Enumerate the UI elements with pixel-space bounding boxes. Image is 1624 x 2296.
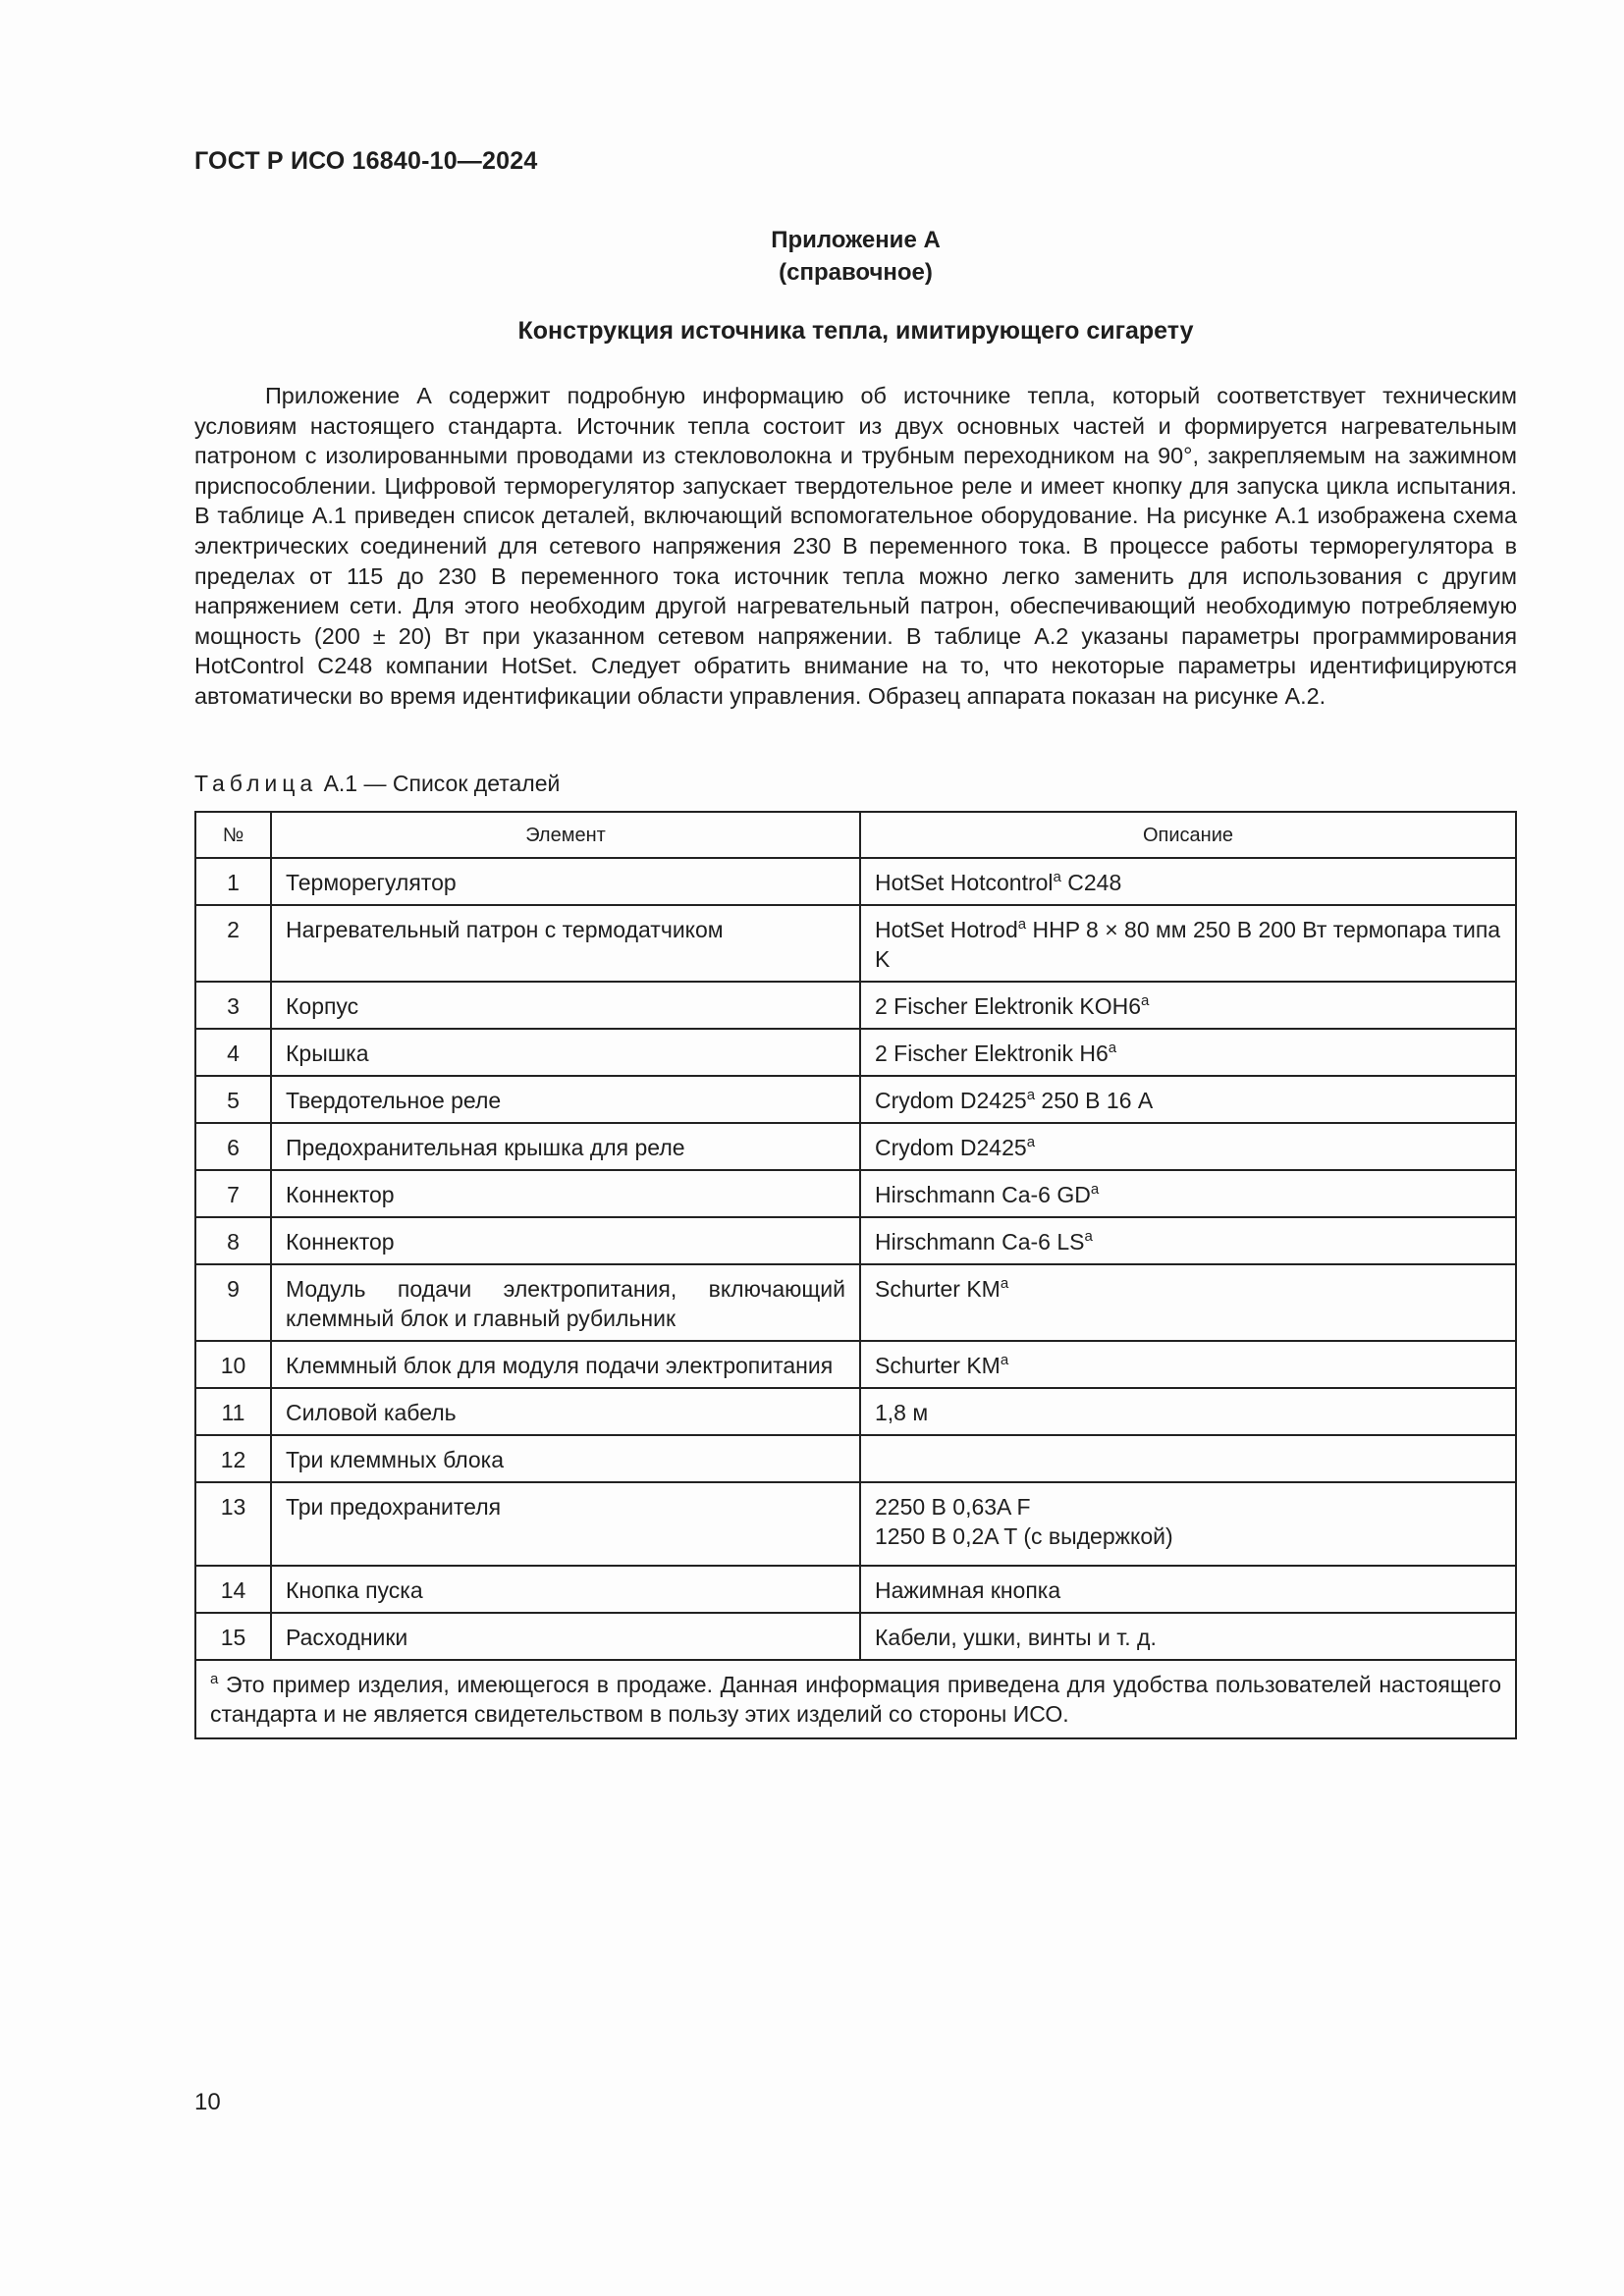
table-header-row [195, 812, 1516, 858]
row-element: Силовой кабель [271, 1388, 860, 1435]
table-row [195, 1029, 1516, 1076]
table-footnote [195, 1660, 1516, 1738]
description-text: Кабели, ушки, винты и т. д. [875, 1625, 1157, 1650]
description-text: HotSet Hotrod [875, 917, 1018, 942]
row-description [860, 1482, 1516, 1566]
description-line [875, 1274, 1501, 1304]
row-number: 1 [195, 858, 271, 905]
description-text: Hirschmann Ca-6 GD [875, 1182, 1091, 1207]
table-caption-label: Таблица [194, 771, 318, 796]
description-line [875, 991, 1501, 1021]
row-number: 9 [195, 1264, 271, 1341]
row-description [860, 1076, 1516, 1123]
description-line [875, 915, 1501, 974]
row-description [860, 1123, 1516, 1170]
table-caption [194, 771, 560, 797]
description-text: Schurter KM [875, 1276, 1001, 1302]
row-element: Модуль подачи электропитания, включающий клеммный блок и главный рубильник [271, 1264, 860, 1341]
description-text: Schurter KM [875, 1353, 1001, 1378]
row-element: Коннектор [271, 1217, 860, 1264]
row-number: 14 [195, 1566, 271, 1613]
page-number: 10 [194, 2089, 221, 2115]
row-number: 11 [195, 1388, 271, 1435]
table-body [195, 858, 1516, 1660]
description-line [875, 1398, 1501, 1427]
description-line [875, 1623, 1501, 1652]
row-element: Крышка [271, 1029, 860, 1076]
row-element: Твердотельное реле [271, 1076, 860, 1123]
footnote-row [195, 1660, 1516, 1738]
row-element: Клеммный блок для модуля подачи электропитания [271, 1341, 860, 1388]
description-suffix: 250 В 16 А [1035, 1088, 1154, 1113]
header-description: Описание [860, 812, 1516, 858]
section-heading: Конструкция источника тепла, имитирующего сигарету [517, 317, 1194, 345]
row-description [860, 1435, 1516, 1482]
table-row [195, 1435, 1516, 1482]
header-num: № [195, 812, 271, 858]
row-element: Три предохранителя [271, 1482, 860, 1566]
annex-status: (справочное) [779, 259, 933, 286]
row-description [860, 1170, 1516, 1217]
footnote-mark: a [210, 1671, 219, 1687]
description-text: Нажимная кнопка [875, 1577, 1061, 1603]
row-description [860, 1217, 1516, 1264]
row-element: Корпус [271, 982, 860, 1029]
table-row [195, 1388, 1516, 1435]
row-number: 8 [195, 1217, 271, 1264]
table-row [195, 1076, 1516, 1123]
table-row [195, 1264, 1516, 1341]
table-row [195, 1566, 1516, 1613]
annex-title-block [194, 224, 1517, 289]
row-description [860, 858, 1516, 905]
row-element: Нагревательный патрон с термодатчиком [271, 905, 860, 982]
footnote-reference: a [1108, 1040, 1117, 1056]
row-element: Терморегулятор [271, 858, 860, 905]
header-element: Элемент [271, 812, 860, 858]
row-number: 15 [195, 1613, 271, 1660]
description-text: 2 Fischer Elektronik KOH6 [875, 993, 1141, 1019]
table-row [195, 1123, 1516, 1170]
table-row [195, 1482, 1516, 1566]
footnote-reference: a [1000, 1275, 1009, 1292]
row-description [860, 982, 1516, 1029]
table-row [195, 1341, 1516, 1388]
footnote-reference: a [1017, 916, 1027, 933]
row-element: Кнопка пуска [271, 1566, 860, 1613]
row-description [860, 1029, 1516, 1076]
description-line [875, 1227, 1501, 1256]
row-number: 12 [195, 1435, 271, 1482]
footnote-reference: a [1140, 992, 1150, 1009]
description-text: 2 Fischer Elektronik H6 [875, 1041, 1109, 1066]
row-number: 4 [195, 1029, 271, 1076]
row-description [860, 905, 1516, 982]
description-text: Hirschmann Ca-6 LS [875, 1229, 1085, 1255]
table-caption-text: А.1 — Список деталей [317, 771, 561, 796]
description-line [875, 1133, 1501, 1162]
footnote-reference: a [1053, 869, 1061, 885]
row-element: Расходники [271, 1613, 860, 1660]
footnote-reference: a [1000, 1352, 1009, 1368]
footnote-reference: a [1084, 1228, 1093, 1245]
row-description [860, 1388, 1516, 1435]
table-row [195, 858, 1516, 905]
table-row [195, 1217, 1516, 1264]
row-number: 3 [195, 982, 271, 1029]
description-line [875, 868, 1501, 897]
row-description [860, 1566, 1516, 1613]
description-text: 2250 В 0,63A F [875, 1494, 1031, 1520]
description-line [875, 1492, 1501, 1522]
row-number: 10 [195, 1341, 271, 1388]
description-line-2: 1250 В 0,2A T (с выдержкой) [875, 1523, 1173, 1549]
table-row [195, 1613, 1516, 1660]
footnote-reference: a [1090, 1181, 1100, 1198]
row-number: 2 [195, 905, 271, 982]
footnote-reference: a [1026, 1087, 1036, 1103]
footnote-reference: a [1026, 1134, 1036, 1150]
table-row [195, 982, 1516, 1029]
description-suffix: HHP 8 × 80 мм 250 В 200 Вт термопара типа K [875, 917, 1501, 972]
description-line [875, 1039, 1501, 1068]
row-element: Три клеммных блока [271, 1435, 860, 1482]
description-line [875, 1351, 1501, 1380]
row-number: 13 [195, 1482, 271, 1566]
row-element: Предохранительная крышка для реле [271, 1123, 860, 1170]
footnote-text: Это пример изделия, имеющегося в продаже. Данная информация приведена для удобства пользователей настоящего стандарта и не является свидетельством в пользу этих изделий со стороны ИСО. [210, 1672, 1501, 1727]
description-suffix: C248 [1060, 870, 1122, 895]
parts-table [194, 811, 1517, 1739]
description-text: Crydom D2425 [875, 1088, 1027, 1113]
body-paragraph: Приложение А содержит подробную информацию об источнике тепла, который соответствует техническим условиям настоящего стандарта. Источник тепла состоит из двух основных частей и формируется нагревательным патроном с изолированными проводами из стекловолокна и трубным переходником на 90°, закрепляемым на зажимном приспособлении. Цифровой терморегулятор запускает твердотельное реле и имеет кнопку для запуска цикла испытания. В таблице А.1 приведен список деталей, включающий вспомогательное оборудование. На рисунке А.1 изображена схема электрических соединений для сетевого напряжения 230 В переменного тока. В процессе работы терморегулятора в пределах от 115 до 230 В переменного тока источник тепла можно легко заменить для использования с другим напряжением сети. Для этого необходим другой нагревательный патрон, обеспечивающий необходимую потребляемую мощность (200 ± 20) Вт при указанном сетевом напряжении. В таблице А.2 указаны параметры программирования HotControl C248 компании HotSet. Следует обратить внимание на то, что некоторые параметры идентифицируются автоматически во время идентификации области управления. Образец аппарата показан на рисунке А.2. [194, 383, 1517, 709]
row-description [860, 1341, 1516, 1388]
row-description [860, 1264, 1516, 1341]
description-line [875, 1575, 1501, 1605]
description-text: Crydom D2425 [875, 1135, 1027, 1160]
row-number: 6 [195, 1123, 271, 1170]
description-line [875, 1086, 1501, 1115]
annex-title: Приложение А [771, 227, 941, 253]
table-row [195, 905, 1516, 982]
row-number: 5 [195, 1076, 271, 1123]
row-description [860, 1613, 1516, 1660]
document-header: ГОСТ Р ИСО 16840-10—2024 [194, 147, 538, 175]
row-element: Коннектор [271, 1170, 860, 1217]
description-text: 1,8 м [875, 1400, 929, 1425]
description-line [875, 1180, 1501, 1209]
row-number: 7 [195, 1170, 271, 1217]
description-text: HotSet Hotcontrol [875, 870, 1054, 895]
table-row [195, 1170, 1516, 1217]
